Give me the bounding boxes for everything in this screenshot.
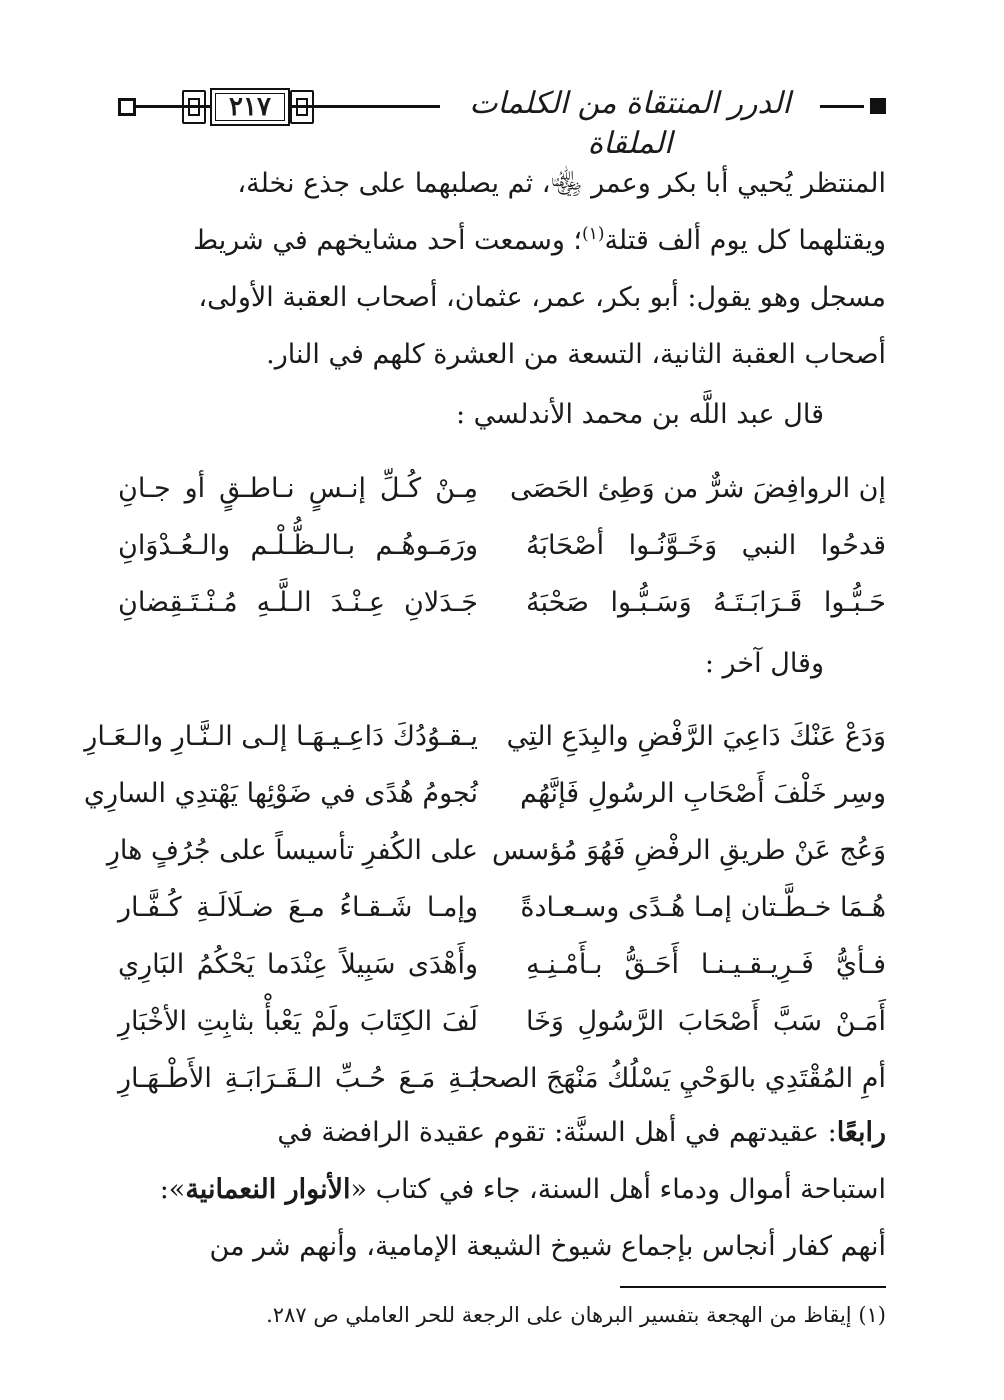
hemistich-first: وَدَعْ عَنْكَ دَاعِيَ الرَّفْضِ والبِدَعِ التِي [506,721,886,752]
poem1-attribution: قال عبد اللَّه بن محمد الأندلسي : [455,399,824,430]
fourth-line-3: أنهم كفار أنجاس بإجماع شيوخ الشيعة الإمامية، وأنهم شر من [209,1231,886,1262]
page-header [118,84,886,161]
hemistich-second: ورَمَـوهُـم بـالـظُّـلْـم والـعُـدْوَانِ [118,530,478,561]
intro-paragraph [118,155,886,383]
header-rule-right [818,105,864,108]
ornament-knot-right [290,90,314,124]
hemistich-second: وأَهْدَى سَبِيلاً عِنْدَما يَحْكُمُ البَارِي [118,949,478,980]
verse [106,822,886,879]
hemistich-first: هُـمَا خـطَّـتان إمـا هُـدًى وسـعـادةً [520,892,886,923]
hemistich-first: إن الروافِضَ شرٌّ من وَطِئ الحَصَى [509,473,886,504]
hemistich-first: وسِر خَلْفَ أَصْحَابِ الرسُولِ فَإنَّهُم [520,778,886,809]
verse [118,460,886,517]
footnote-ref[interactable]: (١) [582,224,605,244]
verse [118,574,886,631]
intro-line-4: أصحاب العقبة الثانية، التسعة من العشرة كلهم في النار. [266,339,886,370]
header-square-solid [870,98,886,114]
header-square-hollow [118,98,136,116]
hemistich-first: وَعُج عَنْ طريقِ الرفْضِ فَهُوَ مُؤسس [492,835,886,866]
intro-line-3: مسجل وهو يقول: أبو بكر، عمر، عثمان، أصحاب العقبة الأولى، [198,282,886,313]
footnote-rule [620,1286,886,1288]
hemistich-first: أَمَـنْ سَبَّ أَصْحَابَ الرَّسُولِ وَخَا [526,1006,886,1037]
hemistich-second: يـقـوُدُكَ دَاعِـيـهَـا إلـى الـنَّـارِ والـعَـارِ [84,721,478,752]
hemistich-second: على الكُفرِ تأسيساً على جُرُفٍ هارِ [106,835,478,866]
poem-2 [83,708,886,1107]
verse [84,708,886,765]
hemistich-first: قدحُوا النبي وَخَـوَّنُـوا أصْحَابَهُ [526,530,886,561]
hemistich-first: فـأيُّ فَـرِيـقـيـنـا أَحَـقُّ بـأَمْـنِـهِ [526,949,886,980]
verse [118,936,886,993]
running-title: الدرر المنتقاة من الكلمات الملقاة [440,84,820,124]
hemistich-second: لَفَ الكِتَابَ ولَمْ يَعْبأْ بثابِتِ الأخْبَارِ [118,1006,478,1037]
hemistich-second: وإمـا شَـقـاءُ مـعَ ضـلَالَـةِ كُـفَّـار [118,892,478,923]
fourth-line-2: استباحة أموال ودماء أهل السنة، جاء في كتاب «الأنوار النعمانية»: [159,1174,886,1205]
ornament-knot-left [182,90,206,124]
verse [118,879,886,936]
hemistich-second: جَـدَلانِ عِـنْـدَ الـلَّـهِ مُـنْـتَـقِضانِ [118,587,478,618]
section-label: رابعًا [836,1117,886,1148]
hemistich-second: بَـةِ مَـعَ حُـبِّ الـقَـرَابَـةِ الأَطْـهَـارِ [118,1063,478,1094]
verse [118,993,886,1050]
verse [83,765,886,822]
hemistich-second: نُجومُ هُدًى في ضَوْئِها يَهْتدِي السارِي [83,778,478,809]
verse [118,517,886,574]
book-title: الأنوار النعمانية [185,1174,351,1205]
poem-1 [118,460,886,631]
hemistich-first: حَـبُّـوا قَـرَابَـتَـهُ وَسَـبُّـوا صَحْبَهُ [526,587,886,618]
page-number: ٢١٧ [210,88,290,126]
footnote: (١) إيقاظ من الهجعة بتفسير البرهان على الرجعة للحر العاملي ص ٢٨٧. [266,1303,886,1327]
poem2-attribution: وقال آخر : [704,648,824,679]
hemistich-second: مِـنْ كُـلِّ إنـسٍ نـاطـقٍ أو جـانِ [118,473,478,504]
fourth-paragraph [118,1104,886,1275]
intro-line-2: ويقتلهما كل يوم ألف قتلة$^{(١)}$؛ وسمعت أحد مشايخهم في شريط [193,224,886,256]
hemistich-first: أمِ المُقْتَدِي بالوَحْيِ يَسْلُكُ مَنْهَجَ الصحا [472,1063,886,1094]
fourth-line-1: رابعًا: عقيدتهم في أهل السنَّة: تقوم عقيدة الرافضة في [277,1117,886,1148]
intro-line-1: المنتظر يُحيي أبا بكر وعمر ﵄، ثم يصلبهما على جذع نخلة، [237,168,886,199]
verse [118,1050,886,1107]
